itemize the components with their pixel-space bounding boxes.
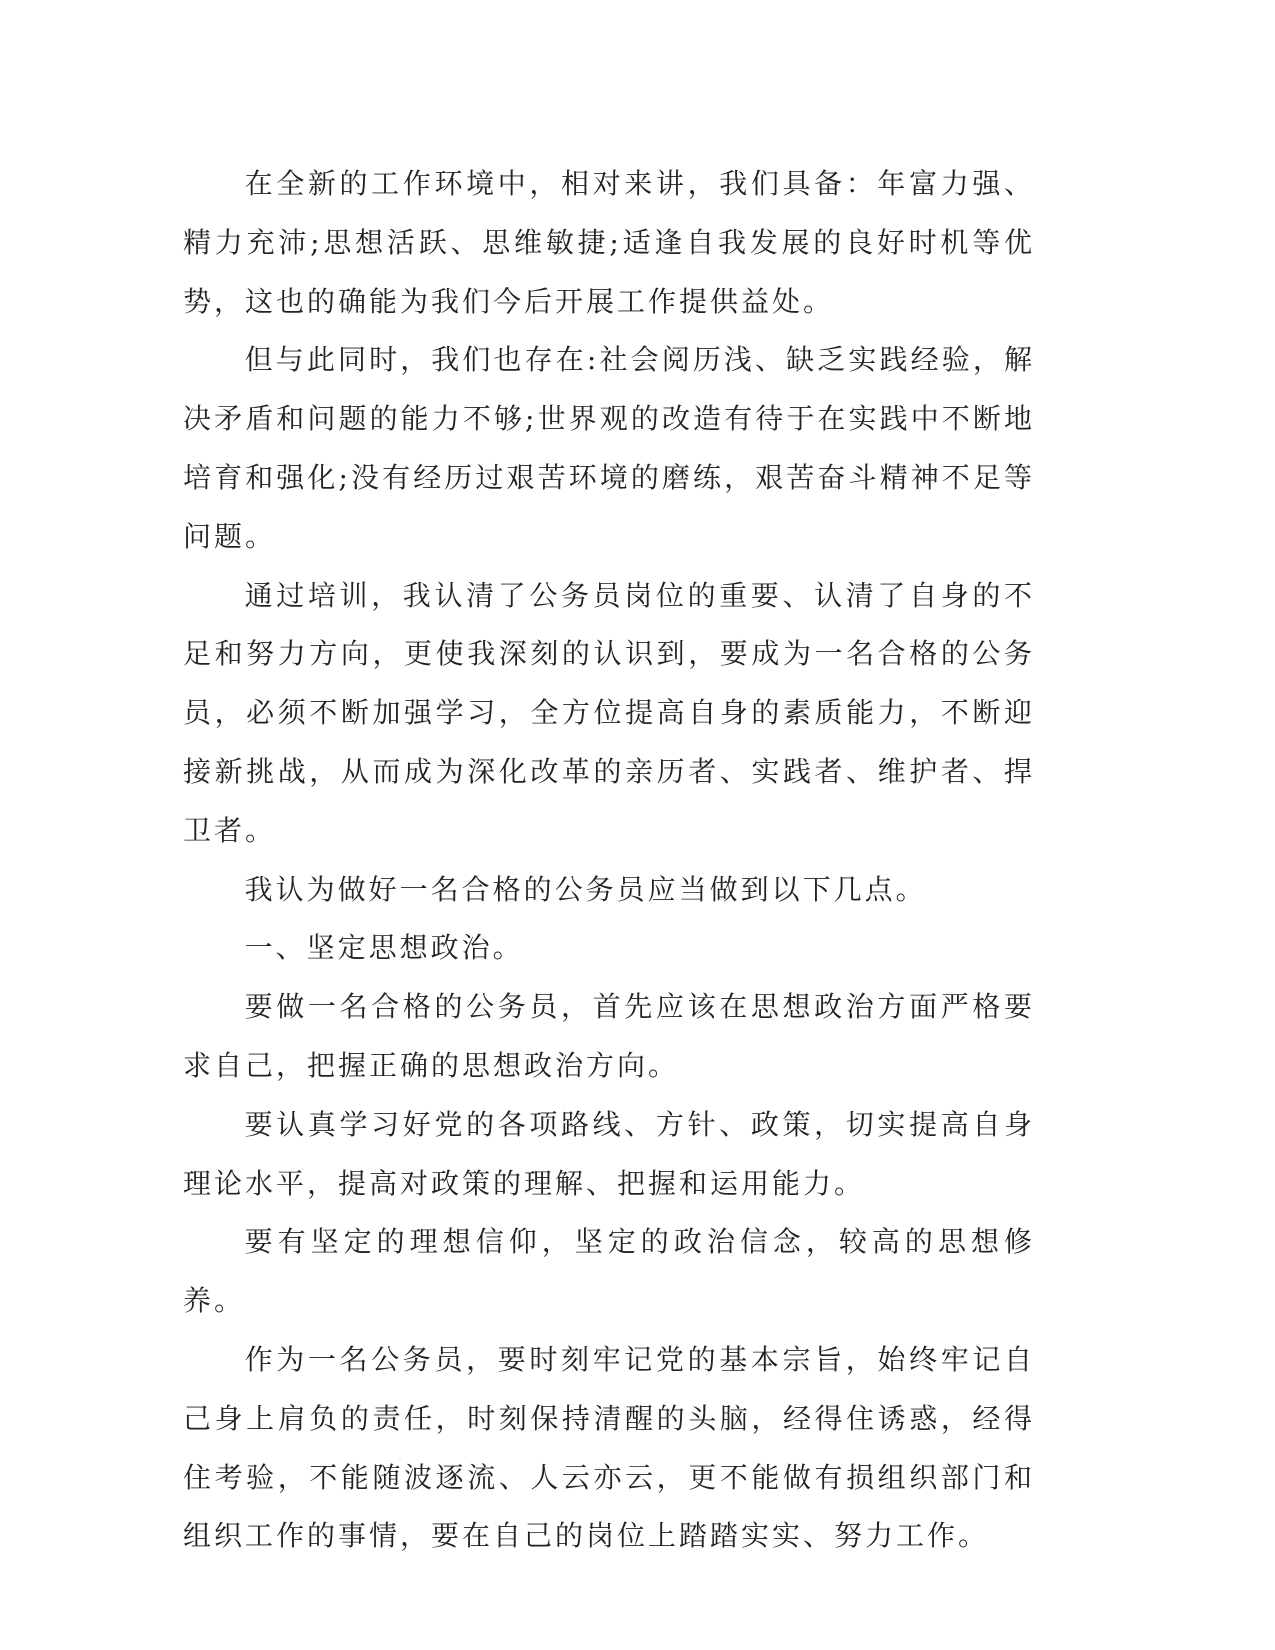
paragraph-3: 通过培训，我认清了公务员岗位的重要、认清了自身的不足和努力方向，更使我深刻的认识到，要成为一名合格的公务员，必须不断加强学习，全方位提高自身的素质能力，不断迎接新挑战，从而成为深化改革的亲历者、实践者、维护者、捍卫者。	[183, 578, 1035, 847]
paragraph-8: 作为一名公务员，要时刻牢记党的基本宗旨，始终牢记自己身上肩负的责任，时刻保持清醒的头脑，经得住诱惑，经得住考验，不能随波逐流、人云亦云，更不能做有损组织部门和组织工作的事情，要在自己的岗位上踏踏实实、努力工作。	[183, 1342, 1035, 1553]
paragraph-6: 要认真学习好党的各项路线、方针、政策，切实提高自身理论水平，提高对政策的理解、把握和运用能力。	[183, 1107, 1035, 1200]
document-body	[183, 155, 1035, 1566]
section-heading-1: 一、坚定思想政治。	[244, 931, 524, 965]
paragraph-5: 要做一名合格的公务员，首先应该在思想政治方面严格要求自己，把握正确的思想政治方向。	[183, 990, 1035, 1082]
paragraph-4: 我认为做好一名合格的公务员应当做到以下几点。	[244, 872, 927, 906]
paragraph-7: 要有坚定的理想信仰，坚定的政治信念，较高的思想修养。	[183, 1225, 1035, 1318]
paragraph-1: 在全新的工作环境中，相对来讲，我们具备：年富力强、精力充沛;思想活跃、思维敏捷;适逢自我发展的良好时机等优势，这也的确能为我们今后开展工作提供益处。	[183, 167, 1035, 318]
paragraph-2: 但与此同时，我们也存在:社会阅历浅、缺乏实践经验，解决矛盾和问题的能力不够;世界观的改造有待于在实践中不断地培育和强化;没有经历过艰苦环境的磨练，艰苦奋斗精神不足等问题。	[183, 343, 1035, 553]
